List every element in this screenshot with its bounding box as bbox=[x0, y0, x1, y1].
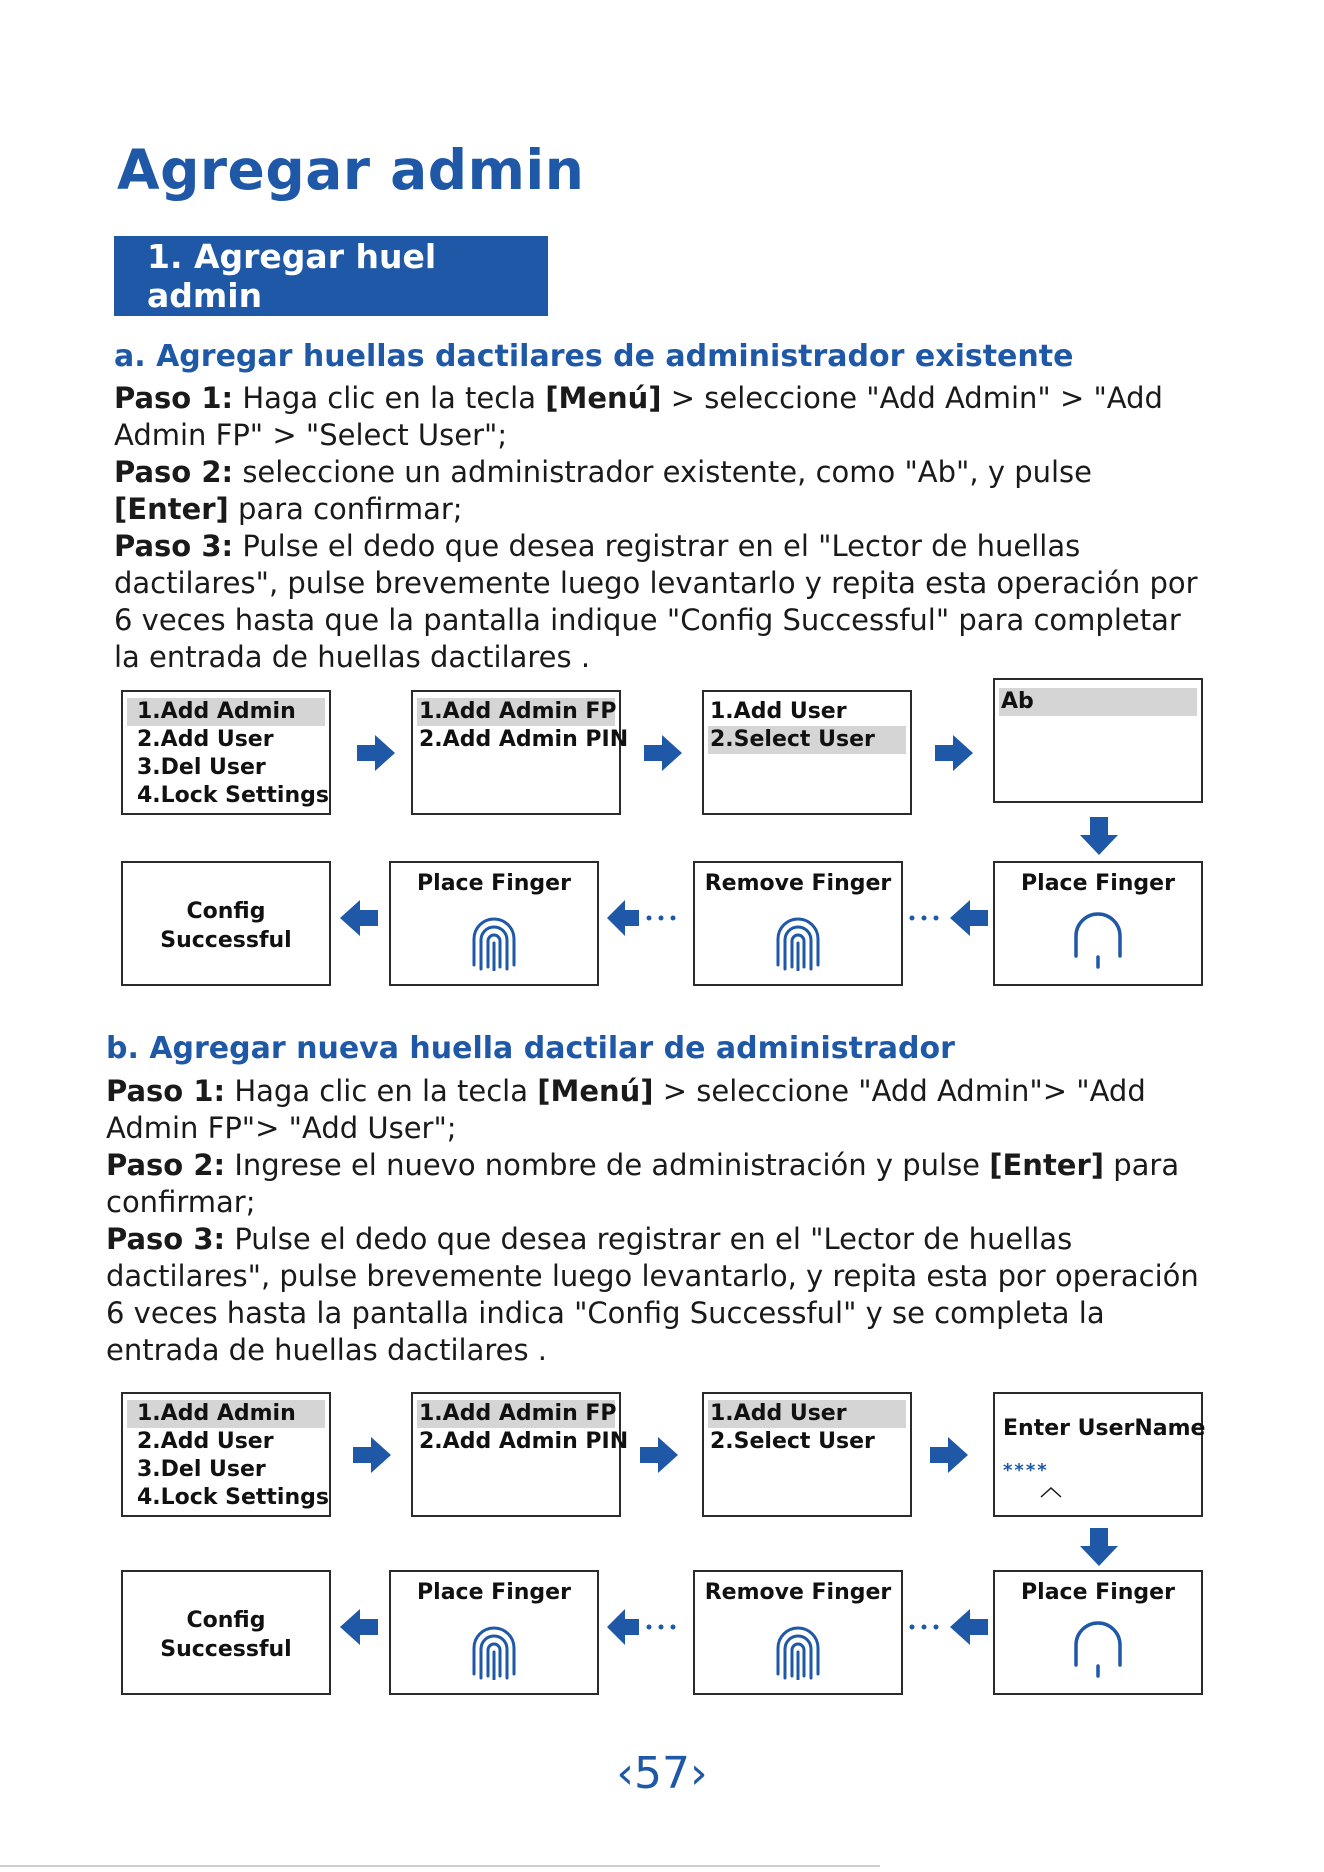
menu-item: 4.Lock Settings bbox=[137, 783, 329, 808]
page-title: Agregar admin bbox=[117, 138, 585, 202]
screen-caption: Place Finger bbox=[1021, 1580, 1175, 1605]
finger-outline-icon bbox=[1070, 908, 1126, 970]
screen-place-finger bbox=[993, 1570, 1203, 1695]
config-line: Config bbox=[186, 1608, 266, 1633]
right-arrow-icon bbox=[357, 735, 395, 771]
screen-caption: Place Finger bbox=[1021, 871, 1175, 896]
screen-place-finger-final bbox=[389, 1570, 599, 1695]
menu-item: Ab bbox=[999, 688, 1197, 716]
finger-outline-icon bbox=[1070, 1617, 1126, 1679]
caret-icon bbox=[1040, 1486, 1062, 1498]
config-line: Successful bbox=[160, 928, 292, 953]
section-b-heading: b. Agregar nueva huella dactilar de administrador bbox=[106, 1031, 955, 1066]
screen-place-finger bbox=[993, 861, 1203, 986]
left-arrow-icon bbox=[908, 900, 988, 936]
config-line: Config bbox=[186, 899, 266, 924]
menu-item: 3.Del User bbox=[137, 755, 266, 780]
step-3: Paso 3: Pulse el dedo que desea registrar en el "Lector de huellas dactilares", pulse brevemente luego levantarlo, y repita esta por operación 6 veces hasta la pantalla indica "Config Successful" y se completa la entrada de huellas dactilares . bbox=[106, 1222, 1199, 1367]
screen-config-successful bbox=[121, 861, 331, 986]
menu-item: 1.Add Admin FP bbox=[419, 1401, 617, 1426]
screen-place-finger-final bbox=[389, 861, 599, 986]
menu-item: 4.Lock Settings bbox=[137, 1485, 329, 1510]
menu-item: 2.Select User bbox=[710, 1429, 875, 1454]
page-number: ‹57› bbox=[616, 1748, 708, 1799]
screen-user-menu bbox=[702, 1392, 912, 1517]
menu-item: 3.Del User bbox=[137, 1457, 266, 1482]
screen-main-menu bbox=[121, 690, 331, 815]
menu-item: 1.Add User bbox=[708, 1400, 906, 1428]
screen-caption: Remove Finger bbox=[704, 871, 892, 896]
down-arrow-icon bbox=[1080, 1528, 1118, 1566]
config-line: Successful bbox=[160, 1637, 292, 1662]
screen-caption: Place Finger bbox=[417, 1580, 571, 1605]
right-arrow-icon bbox=[644, 735, 682, 771]
left-arrow-icon bbox=[607, 900, 677, 936]
section-badge bbox=[114, 236, 548, 316]
menu-item: 1.Add Admin bbox=[127, 698, 325, 726]
enter-username-label: Enter UserName bbox=[1003, 1416, 1206, 1441]
screen-remove-finger bbox=[693, 1570, 903, 1695]
fingerprint-icon bbox=[773, 913, 823, 971]
step-1: Paso 1: Haga clic en la tecla [Menú] > seleccione "Add Admin" > "Add Admin FP" > "Select User"; bbox=[114, 381, 1163, 452]
left-arrow-icon bbox=[340, 900, 378, 936]
section-a-steps bbox=[114, 380, 1214, 676]
password-mask: **** bbox=[1003, 1460, 1049, 1481]
section-a-heading: a. Agregar huellas dactilares de administrador existente bbox=[114, 339, 1074, 374]
menu-item: 2.Add Admin PIN bbox=[419, 727, 629, 752]
screen-enter-username bbox=[993, 1392, 1206, 1517]
screen-config-successful bbox=[121, 1570, 331, 1695]
fingerprint-icon bbox=[773, 1622, 823, 1680]
section-badge-label: 1. Agregar huel admin bbox=[147, 237, 437, 315]
screen-admin-menu bbox=[411, 690, 629, 815]
right-arrow-icon bbox=[640, 1437, 678, 1473]
right-arrow-icon bbox=[935, 735, 973, 771]
screen-user-select bbox=[993, 678, 1203, 803]
menu-item: 2.Add User bbox=[137, 727, 274, 752]
fingerprint-icon bbox=[469, 1622, 519, 1680]
step-2: Paso 2: seleccione un administrador existente, como "Ab", y pulse [Enter] para confirmar; bbox=[114, 455, 1093, 526]
menu-item: 1.Add User bbox=[710, 699, 847, 724]
right-arrow-icon bbox=[353, 1437, 391, 1473]
menu-item: 1.Add Admin bbox=[127, 1400, 325, 1428]
screen-main-menu bbox=[121, 1392, 331, 1517]
divider bbox=[0, 1865, 880, 1867]
screen-admin-menu bbox=[411, 1392, 629, 1517]
screen-user-menu bbox=[702, 690, 912, 815]
fingerprint-icon bbox=[469, 913, 519, 971]
step-2: Paso 2: Ingrese el nuevo nombre de administración y pulse [Enter] para confirmar; bbox=[106, 1148, 1180, 1219]
menu-item: 2.Select User bbox=[708, 726, 906, 754]
step-1: Paso 1: Haga clic en la tecla [Menú] > seleccione "Add Admin"> "Add Admin FP"> "Add User"; bbox=[106, 1074, 1146, 1145]
left-arrow-icon bbox=[340, 1609, 378, 1645]
right-arrow-icon bbox=[930, 1437, 968, 1473]
screen-caption: Remove Finger bbox=[704, 1580, 892, 1605]
screen-remove-finger bbox=[693, 861, 903, 986]
menu-item: 1.Add Admin FP bbox=[419, 699, 617, 724]
left-arrow-icon bbox=[908, 1609, 988, 1645]
section-b-steps bbox=[106, 1073, 1216, 1369]
step-3: Paso 3: Pulse el dedo que desea registrar en el "Lector de huellas dactilares", pulse brevemente luego levantarlo y repita esta operación por 6 veces hasta que la pantalla indique "Config Successful" para completar la entrada de huellas dactilares . bbox=[114, 529, 1198, 674]
down-arrow-icon bbox=[1080, 817, 1118, 855]
menu-item: 2.Add User bbox=[137, 1429, 274, 1454]
menu-item: 2.Add Admin PIN bbox=[419, 1429, 629, 1454]
left-arrow-icon bbox=[607, 1609, 677, 1645]
screen-caption: Place Finger bbox=[417, 871, 571, 896]
